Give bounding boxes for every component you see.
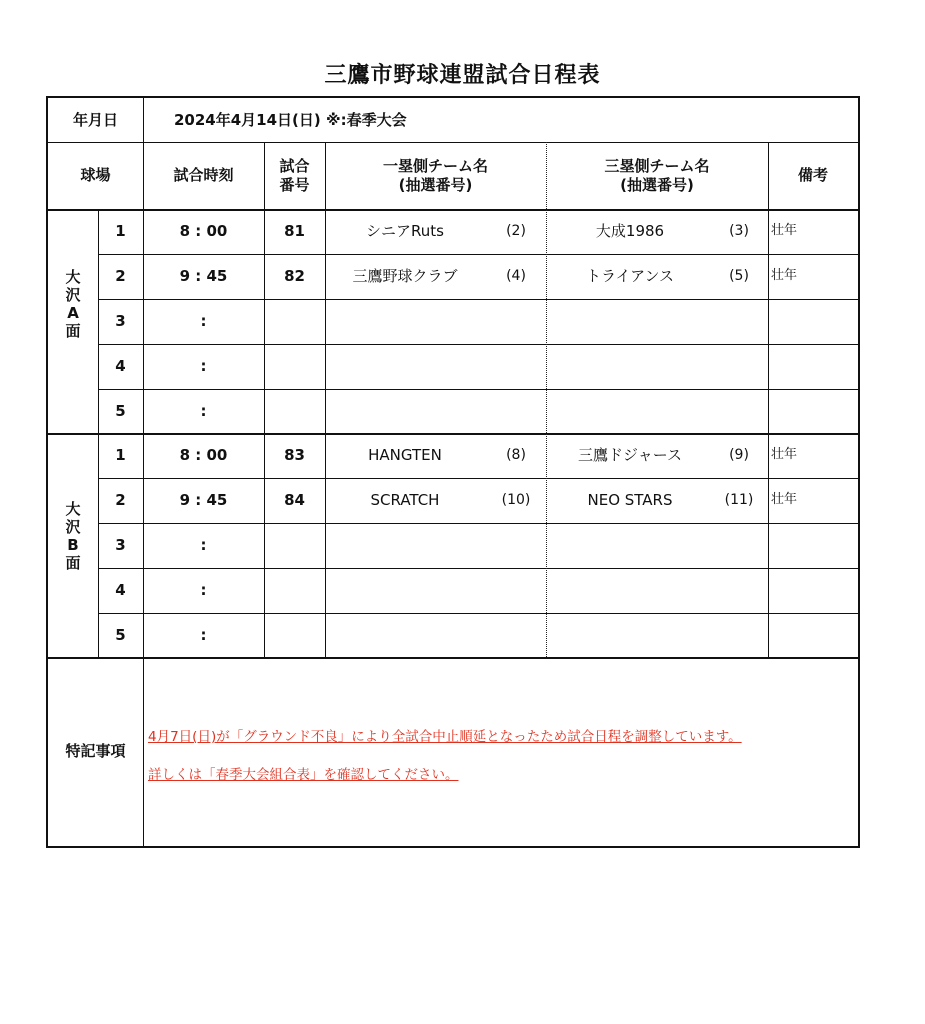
row-first-base-team: [325, 523, 485, 568]
row-time: :: [200, 536, 207, 555]
row-time: :: [200, 402, 207, 421]
row-match-number: 83: [284, 446, 305, 465]
row-number: 2: [115, 267, 126, 286]
row-match-number: 81: [284, 222, 305, 241]
row-first-base-draw: [488, 568, 544, 613]
venue-b-char: 面: [65, 554, 81, 572]
row-first-base-draw: (10): [501, 491, 531, 508]
row-time: 8 : 00: [179, 222, 228, 241]
row-time: :: [200, 581, 207, 600]
header-match-no-line1: 試合: [279, 156, 310, 175]
notes-label: 特記事項: [65, 742, 126, 761]
row-third-base-team: [546, 613, 714, 658]
page-title: 三鷹市野球連盟試合日程表: [324, 63, 601, 88]
venue-a-char: A: [67, 304, 79, 322]
row-first-base-team: 三鷹野球クラブ: [352, 267, 458, 286]
row-first-base-team: [325, 613, 485, 658]
row-third-base-draw: [712, 613, 766, 658]
row-first-base-team: シニアRuts: [366, 222, 444, 241]
row-number: 1: [115, 446, 126, 465]
row-match-number: [264, 299, 325, 344]
row-first-base-team: [325, 299, 485, 344]
row-third-base-team: 大成1986: [595, 222, 665, 241]
row-remark: [771, 299, 857, 344]
notes-line-1: 4月7日(日)が「グラウンド不良」により全試合中止順延となったため試合日程を調整しています。: [148, 729, 742, 745]
row-remark: [771, 568, 857, 613]
header-venue: 球場: [80, 166, 111, 185]
venue-a-char: 大: [65, 268, 81, 286]
row-first-base-team: [325, 568, 485, 613]
row-time: :: [200, 626, 207, 645]
row-third-base-draw: (11): [724, 491, 754, 508]
row-number: 1: [115, 222, 126, 241]
row-number: 4: [115, 581, 126, 600]
row-remark: 壮年: [771, 447, 798, 463]
row-remark: 壮年: [771, 268, 798, 284]
header-first-base-line1: 一塁側チーム名: [382, 156, 488, 175]
row-first-base-draw: (8): [506, 446, 526, 463]
header-third-base: [546, 142, 768, 209]
row-first-base-team: SCRATCH: [370, 491, 440, 510]
row-first-base-draw: [488, 389, 544, 434]
row-remark: [771, 389, 857, 434]
notes-line-2: 詳しくは「春季大会組合表」を確認してください。: [148, 767, 459, 783]
row-first-base-draw: [488, 344, 544, 389]
row-match-number: [264, 389, 325, 434]
row-third-base-draw: [712, 568, 766, 613]
row-first-base-draw: (2): [506, 222, 526, 239]
row-number: 5: [115, 402, 126, 421]
row-first-base-draw: [488, 299, 544, 344]
row-match-number: 82: [284, 267, 305, 286]
row-number: 4: [115, 357, 126, 376]
row-first-base-draw: (4): [506, 267, 526, 284]
row-third-base-team: トライアンス: [585, 267, 675, 286]
header-third-base-line1: 三塁側チーム名: [604, 156, 710, 175]
row-remark: [771, 613, 857, 658]
header-first-base: [325, 142, 546, 209]
venue-b-char: B: [67, 536, 79, 554]
row-number: 3: [115, 312, 126, 331]
row-third-base-draw: [712, 389, 766, 434]
row-number: 5: [115, 626, 126, 645]
row-match-number: [264, 613, 325, 658]
venue-a-char: 面: [65, 322, 81, 340]
date-label: 年月日: [72, 110, 118, 129]
row-third-base-draw: [712, 523, 766, 568]
row-third-base-team: [546, 389, 714, 434]
row-remark: 壮年: [771, 223, 798, 239]
row-third-base-team: [546, 568, 714, 613]
row-number: 2: [115, 491, 126, 510]
row-first-base-draw: [488, 613, 544, 658]
row-number: 3: [115, 536, 126, 555]
header-remarks: 備考: [797, 166, 828, 185]
venue-b-name: [48, 500, 98, 572]
row-third-base-team: [546, 344, 714, 389]
row-remark: 壮年: [771, 492, 798, 508]
row-third-base-team: NEO STARS: [587, 491, 673, 510]
row-third-base-team: [546, 299, 714, 344]
row-first-base-team: [325, 389, 485, 434]
row-first-base-team: HANGTEN: [368, 446, 442, 465]
row-time: 9 : 45: [179, 491, 228, 510]
row-match-number: [264, 568, 325, 613]
row-third-base-draw: (9): [729, 446, 749, 463]
row-match-number: [264, 523, 325, 568]
schedule-table: [46, 96, 860, 848]
header-match-no: [264, 142, 325, 209]
venue-b-char: 沢: [65, 518, 81, 536]
row-time: 8 : 00: [179, 446, 228, 465]
row-remark: [771, 344, 857, 389]
row-third-base-draw: (5): [729, 267, 749, 284]
header-time: 試合時刻: [173, 166, 234, 185]
row-third-base-draw: [712, 344, 766, 389]
venue-a-char: 沢: [65, 286, 81, 304]
row-time: 9 : 45: [179, 267, 228, 286]
row-time: :: [200, 357, 207, 376]
row-match-number: 84: [284, 491, 305, 510]
date-value: 2024年4月14日(日) ※:春季大会: [174, 110, 407, 129]
row-third-base-draw: (3): [729, 222, 749, 239]
row-time: :: [200, 312, 207, 331]
row-third-base-team: [546, 523, 714, 568]
row-third-base-draw: [712, 299, 766, 344]
row-match-number: [264, 344, 325, 389]
venue-a-name: [48, 268, 98, 340]
col-line-remarks: [768, 142, 769, 657]
row-third-base-team: 三鷹ドジャース: [578, 446, 682, 465]
header-match-no-line2: 番号: [279, 175, 310, 194]
row-first-base-draw: [488, 523, 544, 568]
header-first-base-line2: (抽選番号): [398, 175, 473, 194]
venue-b-char: 大: [65, 500, 81, 518]
row-remark: [771, 523, 857, 568]
header-third-base-line2: (抽選番号): [620, 175, 694, 194]
row-first-base-team: [325, 344, 485, 389]
